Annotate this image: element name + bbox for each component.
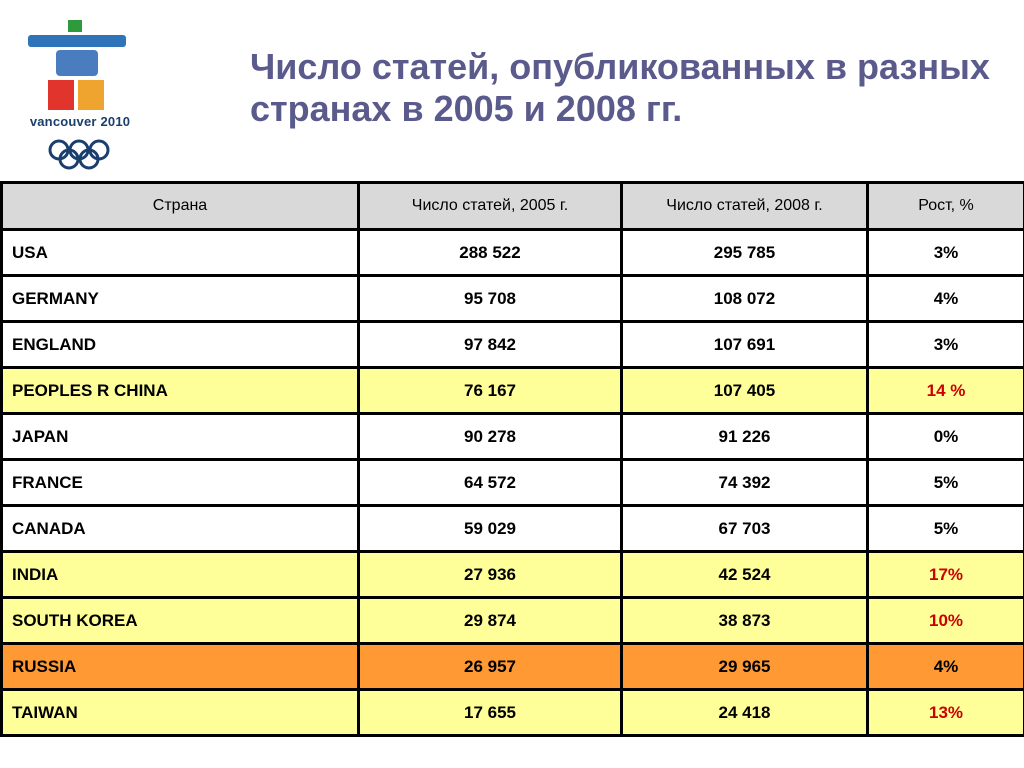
header-country: Страна [2, 183, 359, 230]
growth-cell: 4% [868, 276, 1024, 322]
growth-cell: 17% [868, 552, 1024, 598]
inukshuk-right-leg [78, 80, 104, 110]
articles-2005-cell: 64 572 [359, 460, 622, 506]
articles-2005-cell: 59 029 [359, 506, 622, 552]
articles-2005-cell: 17 655 [359, 690, 622, 736]
table-row [2, 460, 1024, 506]
articles-2005-cell: 29 874 [359, 598, 622, 644]
growth-cell: 10% [868, 598, 1024, 644]
articles-2005-cell: 288 522 [359, 230, 622, 276]
articles-2008-cell: 42 524 [622, 552, 868, 598]
inukshuk-torso [56, 50, 98, 76]
articles-2008-cell: 107 405 [622, 368, 868, 414]
table-row [2, 368, 1024, 414]
articles-2008-cell: 295 785 [622, 230, 868, 276]
header-articles-2008: Число статей, 2008 г. [622, 183, 868, 230]
growth-cell: 3% [868, 230, 1024, 276]
table-row [2, 598, 1024, 644]
country-cell: SOUTH KOREA [2, 598, 359, 644]
articles-table-wrapper [0, 181, 1024, 768]
articles-2008-cell: 91 226 [622, 414, 868, 460]
table-header-row [2, 183, 1024, 230]
articles-2005-cell: 90 278 [359, 414, 622, 460]
country-cell: FRANCE [2, 460, 359, 506]
vancouver-2010-logo [18, 20, 143, 170]
inukshuk-left-leg [48, 80, 74, 110]
country-cell: PEOPLES R CHINA [2, 368, 359, 414]
inukshuk-arms [28, 35, 126, 47]
articles-2005-cell: 27 936 [359, 552, 622, 598]
country-cell: ENGLAND [2, 322, 359, 368]
articles-2008-cell: 29 965 [622, 644, 868, 690]
articles-2008-cell: 74 392 [622, 460, 868, 506]
country-cell: USA [2, 230, 359, 276]
table-row [2, 644, 1024, 690]
articles-2005-cell: 97 842 [359, 322, 622, 368]
growth-cell: 5% [868, 460, 1024, 506]
growth-cell: 0% [868, 414, 1024, 460]
table-row [2, 322, 1024, 368]
olympic-rings-icon [50, 141, 108, 168]
growth-cell: 13% [868, 690, 1024, 736]
articles-2008-cell: 67 703 [622, 506, 868, 552]
articles-2008-cell: 108 072 [622, 276, 868, 322]
header-articles-2005: Число статей, 2005 г. [359, 183, 622, 230]
articles-2008-cell: 24 418 [622, 690, 868, 736]
table-row [2, 276, 1024, 322]
country-cell: INDIA [2, 552, 359, 598]
articles-2008-cell: 107 691 [622, 322, 868, 368]
table-row [2, 506, 1024, 552]
table-row [2, 690, 1024, 736]
articles-table [0, 181, 1024, 737]
growth-cell: 14 % [868, 368, 1024, 414]
country-cell: JAPAN [2, 414, 359, 460]
table-row [2, 552, 1024, 598]
country-cell: RUSSIA [2, 644, 359, 690]
header-growth: Рост, % [868, 183, 1024, 230]
articles-2008-cell: 38 873 [622, 598, 868, 644]
logo-caption: vancouver 2010 [29, 114, 131, 129]
country-cell: CANADA [2, 506, 359, 552]
inukshuk-head [68, 20, 82, 32]
articles-2005-cell: 76 167 [359, 368, 622, 414]
table-row [2, 230, 1024, 276]
growth-cell: 3% [868, 322, 1024, 368]
country-cell: TAIWAN [2, 690, 359, 736]
table-row [2, 414, 1024, 460]
page-title: Число статей, опубликованных в разных странах в 2005 и 2008 гг. [250, 46, 990, 129]
growth-cell: 5% [868, 506, 1024, 552]
growth-cell: 4% [868, 644, 1024, 690]
articles-2005-cell: 26 957 [359, 644, 622, 690]
country-cell: GERMANY [2, 276, 359, 322]
articles-2005-cell: 95 708 [359, 276, 622, 322]
